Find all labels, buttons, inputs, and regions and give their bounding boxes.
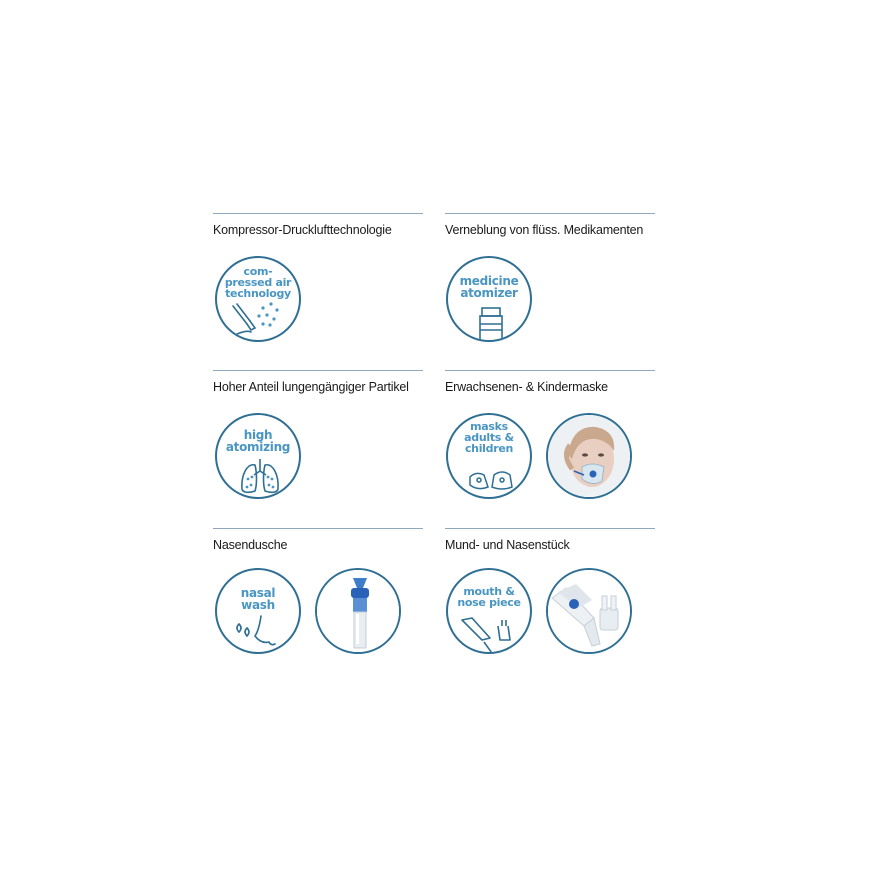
feature-heading: Nasendusche bbox=[213, 538, 288, 552]
nasal-wash-attachment-photo bbox=[315, 568, 401, 654]
medicine-atomizer-badge bbox=[446, 256, 532, 342]
mouthpiece-nosepiece-illustration bbox=[548, 570, 632, 654]
divider bbox=[213, 213, 423, 214]
feature-medicine bbox=[445, 213, 655, 353]
divider bbox=[445, 370, 655, 371]
mouthpiece-nosepiece-photo bbox=[546, 568, 632, 654]
badge-text: nasal wash bbox=[240, 586, 276, 612]
badge-text: medicine atomizer bbox=[459, 274, 519, 300]
divider bbox=[445, 528, 655, 529]
feature-heading: Verneblung von flüss. Medikamenten bbox=[445, 223, 644, 237]
feature-nasal-wash bbox=[213, 528, 423, 668]
badge-text: high atomizing bbox=[225, 428, 291, 454]
badge-text: com- pressed air technology bbox=[224, 265, 292, 300]
woman-with-mask-photo bbox=[546, 413, 632, 499]
masks-badge bbox=[446, 413, 532, 499]
mouth-nose-piece-icon bbox=[448, 570, 532, 654]
feature-heading: Hoher Anteil lungengängiger Partikel bbox=[213, 380, 409, 394]
badge-text: mouth & nose piece bbox=[457, 585, 521, 609]
nasal-wash-attachment-illustration bbox=[317, 570, 401, 654]
badge-text: masks adults & children bbox=[464, 420, 514, 455]
lungs-icon bbox=[217, 415, 301, 499]
feature-heading: Erwachsenen- & Kindermaske bbox=[445, 380, 608, 394]
feature-compressor bbox=[213, 213, 423, 353]
woman-with-mask-illustration bbox=[548, 415, 632, 499]
divider bbox=[213, 528, 423, 529]
nasal-wash-badge bbox=[215, 568, 301, 654]
feature-heading: Mund- und Nasenstück bbox=[445, 538, 570, 552]
feature-mouth-nose-piece bbox=[445, 528, 655, 668]
compressed-air-badge bbox=[215, 256, 301, 342]
medicine-bottle-icon bbox=[448, 258, 532, 342]
feature-atomizing bbox=[213, 370, 423, 510]
mouth-nose-piece-badge bbox=[446, 568, 532, 654]
divider bbox=[213, 370, 423, 371]
high-atomizing-badge bbox=[215, 413, 301, 499]
feature-masks bbox=[445, 370, 655, 510]
divider bbox=[445, 213, 655, 214]
feature-heading: Kompressor-Drucklufttechnologie bbox=[213, 223, 392, 237]
masks-icon bbox=[448, 415, 532, 499]
nose-droplets-icon bbox=[217, 570, 301, 654]
compressor-spray-icon bbox=[217, 258, 301, 342]
